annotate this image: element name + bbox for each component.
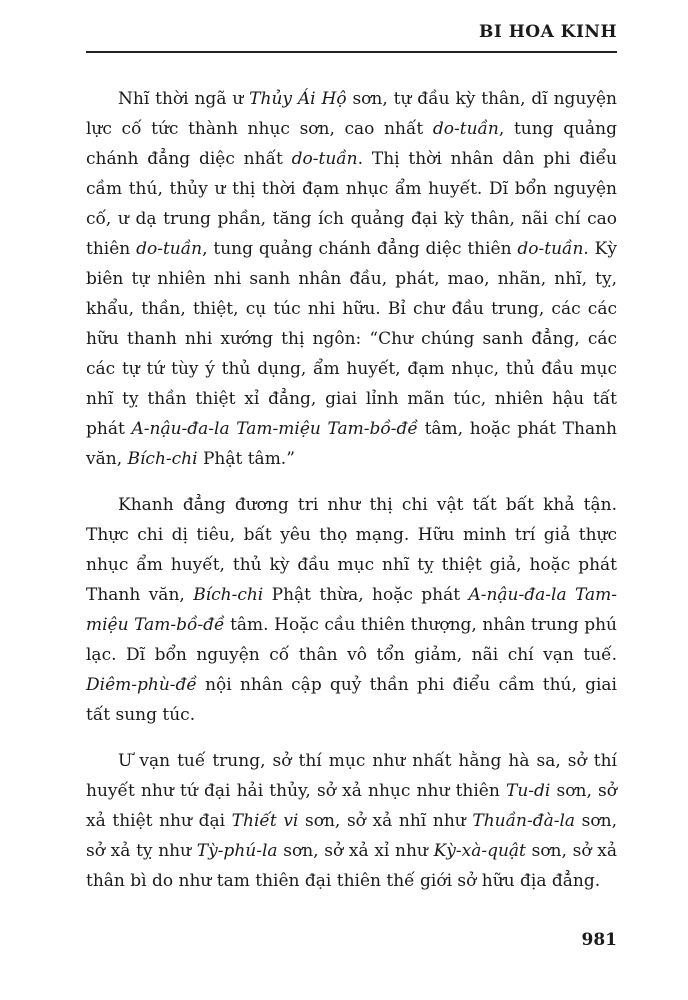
italic-term: do-tuần [136, 239, 203, 259]
text-run: . Kỳ biên tự nhiên nhi sanh nhân đầu, phát, mao, nhãn, nhĩ, tỵ, khẩu, thần, thiệt, cụ túc nhi hữu. Bỉ chư đầu trung, các các hữu thanh nhi xướng thị ngôn: “Chư chúng sanh đẳng, các các tự tứ tùy ý thủ dụng, ẩm huyết, đạm nhục, thủ đầu mục nhĩ tỵ thần thiệt xỉ đẳng, giai lỉnh mãn túc, nhiên hậu tất phát [86, 239, 617, 439]
text-run: sơn, sở xả tỵ như [86, 811, 617, 861]
text-run: Ư vạn tuế trung, sở thí mục như nhất hằng hà sa, sở thí huyết như tứ đại hải thủy, sở xả nhục như thiên [86, 751, 617, 801]
page-number: 981 [581, 930, 617, 950]
italic-term: Thuần-đà-la [472, 811, 576, 831]
italic-term: Kỳ-xà-quật [433, 841, 526, 861]
paragraph [86, 84, 617, 474]
italic-term: Bích-chi [127, 449, 198, 469]
paragraph [86, 490, 617, 730]
text-run: sơn, sở xả nhĩ như [298, 811, 473, 831]
italic-term: Thủy Ái Hộ [249, 89, 347, 109]
text-run: sơn, sở xả thân bì do như tam thiên đại thiên thế giới sở hữu địa đẳng. [86, 841, 617, 891]
text-run: tâm. Hoặc cầu thiên thượng, nhân trung phú lạc. Dĩ bổn nguyện cố thân vô tổn giảm, nãi chí vạn tuế. [86, 615, 618, 665]
italic-term: Diêm-phù-đề [86, 675, 197, 695]
text-run: Khanh đẳng đương tri như thị chi vật tất bất khả tận. Thực chi dị tiêu, bất yêu thọ mạng. Hữu minh trí giả thực nhục ẩm huyết, thủ kỳ đầu mục nhĩ tỵ thiệt giả, hoặc phát Thanh văn, [86, 495, 617, 605]
italic-term: Tỳ-phú-la [196, 841, 278, 861]
running-header [86, 22, 617, 53]
italic-term: A-nậu-đa-la Tam-miệu Tam-bồ-đề [86, 585, 617, 635]
paragraph [86, 746, 617, 896]
text-run: , tung quảng chánh đẳng diệc thiên [202, 239, 518, 259]
italic-term: do-tuần [517, 239, 584, 259]
text-run: sơn, sở xả xỉ như [277, 841, 434, 861]
text-run: sơn, tự đầu kỳ thân, dĩ nguyện lực cố tức thành nhục sơn, cao nhất [86, 89, 617, 139]
text-run: , tung quảng chánh đẳng diệc nhất [86, 119, 618, 169]
italic-term: do-tuần [291, 149, 358, 169]
italic-term: do-tuần [432, 119, 499, 139]
text-run: nội nhân cập quỷ thần phi điểu cầm thú, giai tất sung túc. [86, 675, 617, 725]
text-run: Phật thừa, hoặc phát [263, 585, 469, 605]
italic-term: Tu-di [506, 781, 551, 801]
italic-term: A-nậu-đa-la Tam-miệu Tam-bồ-đề [131, 419, 418, 439]
text-run: Nhĩ thời ngã ư [118, 89, 250, 109]
italic-term: Bích-chi [193, 585, 264, 605]
italic-term: Thiết vi [231, 811, 299, 831]
text-run: sơn, sở xả thiệt như đại [86, 781, 618, 831]
text-run: tâm, hoặc phát Thanh văn, [86, 419, 617, 469]
body-text [86, 84, 617, 912]
text-run: Phật tâm.” [197, 449, 295, 469]
running-title: BI HOA KINH [478, 22, 617, 42]
text-run: . Thị thời nhân dân phi điểu cầm thú, thủy ư thị thời đạm nhục ẩm huyết. Dĩ bổn nguyện cố, ư dạ trung phần, tăng ích quảng đại kỳ thân, nãi chí cao thiên [86, 149, 617, 259]
